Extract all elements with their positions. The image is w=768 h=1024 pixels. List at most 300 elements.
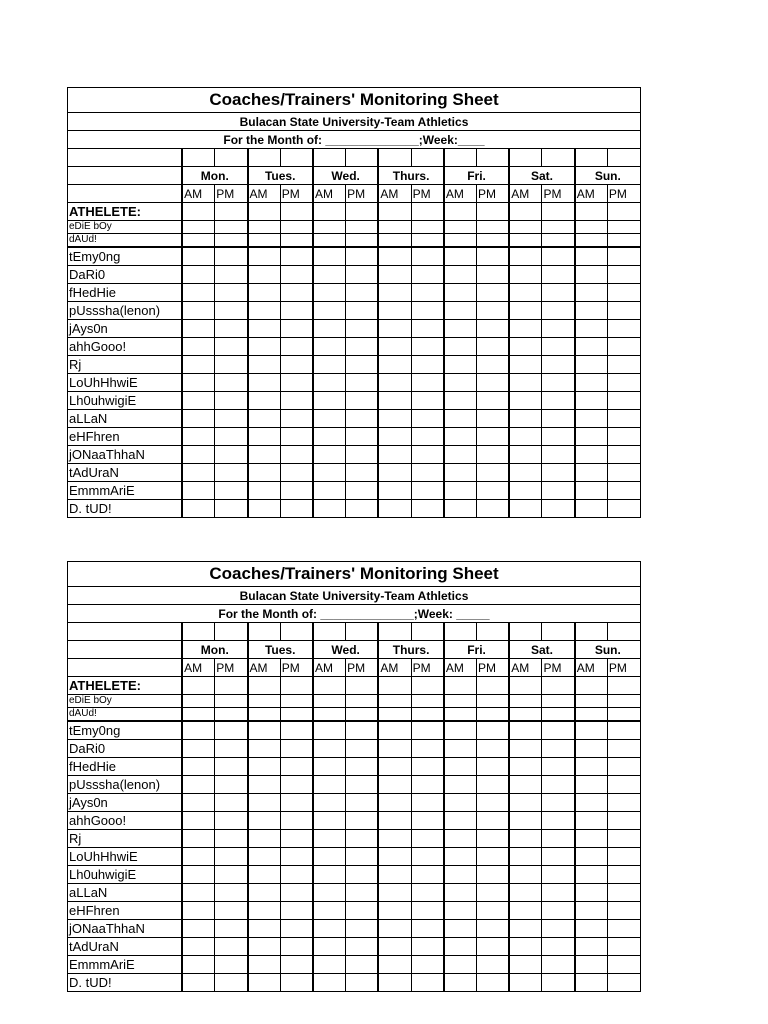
check-cell	[411, 392, 444, 410]
athlete-name: jONaaThhaN	[68, 920, 183, 938]
check-cell	[509, 758, 542, 776]
check-cell	[182, 848, 215, 866]
check-cell	[378, 794, 411, 812]
blank-cell	[215, 149, 248, 167]
check-cell	[346, 848, 379, 866]
check-cell	[280, 708, 313, 722]
check-cell	[346, 677, 379, 695]
check-cell	[477, 794, 510, 812]
check-cell	[313, 392, 346, 410]
check-cell	[378, 203, 411, 221]
check-cell	[444, 338, 477, 356]
check-cell	[607, 812, 640, 830]
check-cell	[215, 776, 248, 794]
check-cell	[313, 740, 346, 758]
check-cell	[215, 338, 248, 356]
check-cell	[313, 974, 346, 992]
check-cell	[346, 812, 379, 830]
check-cell	[280, 902, 313, 920]
check-cell	[248, 902, 281, 920]
check-cell	[378, 234, 411, 248]
check-cell	[346, 830, 379, 848]
check-cell	[313, 446, 346, 464]
university-label: Bulacan State University-Team Athletics	[68, 113, 641, 131]
check-cell	[542, 677, 575, 695]
check-cell	[346, 794, 379, 812]
check-cell	[378, 428, 411, 446]
check-cell	[215, 794, 248, 812]
check-cell	[248, 677, 281, 695]
check-cell	[346, 247, 379, 266]
check-cell	[444, 203, 477, 221]
check-cell	[411, 776, 444, 794]
check-cell	[248, 920, 281, 938]
check-cell	[313, 956, 346, 974]
check-cell	[248, 482, 281, 500]
day-header: Sat.	[509, 641, 574, 659]
check-cell	[313, 500, 346, 518]
check-cell	[378, 677, 411, 695]
check-cell	[346, 920, 379, 938]
pm-label: PM	[477, 185, 510, 203]
check-cell	[378, 866, 411, 884]
check-cell	[411, 866, 444, 884]
pm-label: PM	[215, 185, 248, 203]
check-cell	[182, 482, 215, 500]
check-cell	[477, 848, 510, 866]
check-cell	[477, 356, 510, 374]
check-cell	[477, 884, 510, 902]
check-cell	[182, 902, 215, 920]
athlete-name: Rj	[68, 356, 183, 374]
am-label: AM	[248, 659, 281, 677]
blank-cell	[68, 149, 183, 167]
check-cell	[575, 866, 608, 884]
check-cell	[280, 247, 313, 266]
athlete-name: EmmmAriE	[68, 956, 183, 974]
check-cell	[346, 234, 379, 248]
check-cell	[444, 920, 477, 938]
check-cell	[313, 203, 346, 221]
athlete-name: ahhGooo!	[68, 338, 183, 356]
blank-cell	[248, 149, 281, 167]
check-cell	[477, 428, 510, 446]
check-cell	[280, 974, 313, 992]
check-cell	[411, 794, 444, 812]
check-cell	[509, 721, 542, 740]
check-cell	[477, 482, 510, 500]
check-cell	[444, 221, 477, 234]
check-cell	[378, 740, 411, 758]
check-cell	[575, 338, 608, 356]
blank-cell	[509, 149, 542, 167]
check-cell	[346, 956, 379, 974]
day-header: Sun.	[575, 167, 641, 185]
check-cell	[477, 247, 510, 266]
check-cell	[444, 830, 477, 848]
check-cell	[509, 500, 542, 518]
check-cell	[444, 812, 477, 830]
check-cell	[542, 338, 575, 356]
check-cell	[542, 938, 575, 956]
athlete-name: fHedHie	[68, 284, 183, 302]
check-cell	[542, 247, 575, 266]
check-cell	[182, 338, 215, 356]
check-cell	[444, 740, 477, 758]
check-cell	[182, 974, 215, 992]
check-cell	[248, 374, 281, 392]
check-cell	[346, 708, 379, 722]
check-cell	[313, 320, 346, 338]
check-cell	[346, 284, 379, 302]
check-cell	[378, 464, 411, 482]
check-cell	[477, 866, 510, 884]
check-cell	[215, 708, 248, 722]
check-cell	[509, 794, 542, 812]
check-cell	[346, 374, 379, 392]
check-cell	[215, 266, 248, 284]
check-cell	[509, 866, 542, 884]
check-cell	[477, 338, 510, 356]
check-cell	[509, 812, 542, 830]
check-cell	[182, 356, 215, 374]
am-label: AM	[509, 185, 542, 203]
check-cell	[542, 356, 575, 374]
check-cell	[509, 677, 542, 695]
check-cell	[509, 956, 542, 974]
check-cell	[411, 464, 444, 482]
check-cell	[248, 203, 281, 221]
check-cell	[444, 247, 477, 266]
check-cell	[215, 974, 248, 992]
check-cell	[575, 794, 608, 812]
check-cell	[444, 794, 477, 812]
blank-cell	[68, 659, 183, 677]
check-cell	[607, 974, 640, 992]
check-cell	[411, 500, 444, 518]
check-cell	[477, 410, 510, 428]
check-cell	[542, 410, 575, 428]
check-cell	[444, 410, 477, 428]
check-cell	[248, 234, 281, 248]
check-cell	[444, 776, 477, 794]
check-cell	[182, 677, 215, 695]
check-cell	[346, 266, 379, 284]
athlete-name: fHedHie	[68, 758, 183, 776]
check-cell	[215, 740, 248, 758]
check-cell	[575, 234, 608, 248]
blank-cell	[68, 167, 183, 185]
check-cell	[607, 203, 640, 221]
check-cell	[182, 758, 215, 776]
check-cell	[444, 938, 477, 956]
am-label: AM	[575, 659, 608, 677]
check-cell	[313, 721, 346, 740]
check-cell	[607, 410, 640, 428]
check-cell	[411, 374, 444, 392]
check-cell	[313, 410, 346, 428]
check-cell	[313, 338, 346, 356]
check-cell	[248, 446, 281, 464]
check-cell	[542, 221, 575, 234]
check-cell	[346, 500, 379, 518]
check-cell	[248, 740, 281, 758]
check-cell	[411, 920, 444, 938]
check-cell	[182, 938, 215, 956]
check-cell	[607, 776, 640, 794]
pm-label: PM	[411, 185, 444, 203]
check-cell	[542, 974, 575, 992]
check-cell	[509, 695, 542, 708]
check-cell	[411, 284, 444, 302]
check-cell	[509, 356, 542, 374]
check-cell	[248, 284, 281, 302]
check-cell	[378, 482, 411, 500]
check-cell	[378, 266, 411, 284]
pm-label: PM	[346, 659, 379, 677]
blank-cell	[542, 623, 575, 641]
athlete-name: DaRi0	[68, 266, 183, 284]
athlete-name: tAdUraN	[68, 938, 183, 956]
check-cell	[477, 302, 510, 320]
check-cell	[248, 884, 281, 902]
blank-cell	[411, 623, 444, 641]
check-cell	[280, 794, 313, 812]
check-cell	[313, 221, 346, 234]
check-cell	[477, 392, 510, 410]
check-cell	[346, 302, 379, 320]
check-cell	[215, 464, 248, 482]
check-cell	[477, 740, 510, 758]
athlete-name: Lh0uhwigiE	[68, 392, 183, 410]
pm-label: PM	[477, 659, 510, 677]
athlete-name: LoUhHhwiE	[68, 848, 183, 866]
athlete-name: aLLaN	[68, 884, 183, 902]
check-cell	[444, 320, 477, 338]
check-cell	[411, 956, 444, 974]
check-cell	[280, 776, 313, 794]
check-cell	[607, 428, 640, 446]
check-cell	[444, 428, 477, 446]
check-cell	[313, 695, 346, 708]
check-cell	[313, 677, 346, 695]
blank-cell	[346, 149, 379, 167]
check-cell	[313, 266, 346, 284]
check-cell	[411, 902, 444, 920]
check-cell	[215, 695, 248, 708]
check-cell	[378, 758, 411, 776]
check-cell	[607, 446, 640, 464]
check-cell	[280, 428, 313, 446]
check-cell	[248, 794, 281, 812]
check-cell	[280, 266, 313, 284]
monitoring-sheet-2	[67, 561, 641, 992]
check-cell	[313, 482, 346, 500]
check-cell	[575, 356, 608, 374]
check-cell	[444, 392, 477, 410]
check-cell	[378, 830, 411, 848]
am-label: AM	[182, 659, 215, 677]
check-cell	[575, 482, 608, 500]
check-cell	[444, 758, 477, 776]
check-cell	[411, 203, 444, 221]
check-cell	[542, 721, 575, 740]
check-cell	[182, 203, 215, 221]
check-cell	[313, 902, 346, 920]
check-cell	[575, 920, 608, 938]
check-cell	[280, 374, 313, 392]
check-cell	[248, 708, 281, 722]
check-cell	[444, 234, 477, 248]
am-label: AM	[248, 185, 281, 203]
check-cell	[215, 866, 248, 884]
check-cell	[411, 266, 444, 284]
check-cell	[378, 356, 411, 374]
check-cell	[378, 721, 411, 740]
check-cell	[509, 884, 542, 902]
check-cell	[378, 938, 411, 956]
check-cell	[248, 866, 281, 884]
check-cell	[378, 302, 411, 320]
check-cell	[477, 320, 510, 338]
athlete-name: eHFhren	[68, 428, 183, 446]
day-header: Tues.	[248, 641, 313, 659]
check-cell	[444, 708, 477, 722]
check-cell	[248, 410, 281, 428]
check-cell	[509, 920, 542, 938]
check-cell	[444, 695, 477, 708]
check-cell	[509, 410, 542, 428]
day-header: Fri.	[444, 167, 509, 185]
check-cell	[411, 410, 444, 428]
check-cell	[575, 830, 608, 848]
check-cell	[215, 446, 248, 464]
check-cell	[477, 776, 510, 794]
check-cell	[575, 695, 608, 708]
check-cell	[444, 284, 477, 302]
blank-cell	[575, 149, 608, 167]
check-cell	[477, 721, 510, 740]
check-cell	[444, 266, 477, 284]
check-cell	[378, 848, 411, 866]
check-cell	[542, 708, 575, 722]
check-cell	[182, 284, 215, 302]
check-cell	[607, 221, 640, 234]
check-cell	[248, 221, 281, 234]
check-cell	[346, 320, 379, 338]
check-cell	[346, 758, 379, 776]
check-cell	[280, 464, 313, 482]
check-cell	[248, 848, 281, 866]
athlete-name: aLLaN	[68, 410, 183, 428]
check-cell	[313, 356, 346, 374]
day-header: Thurs.	[378, 641, 443, 659]
check-cell	[313, 374, 346, 392]
pm-label: PM	[280, 659, 313, 677]
check-cell	[444, 677, 477, 695]
check-cell	[477, 284, 510, 302]
athlete-name: DaRi0	[68, 740, 183, 758]
check-cell	[542, 776, 575, 794]
check-cell	[542, 695, 575, 708]
check-cell	[607, 938, 640, 956]
check-cell	[215, 284, 248, 302]
am-label: AM	[509, 659, 542, 677]
check-cell	[444, 866, 477, 884]
day-header: Mon.	[182, 641, 247, 659]
check-cell	[346, 446, 379, 464]
check-cell	[313, 708, 346, 722]
athlete-name: D. tUD!	[68, 500, 183, 518]
check-cell	[411, 302, 444, 320]
check-cell	[280, 866, 313, 884]
check-cell	[607, 374, 640, 392]
check-cell	[411, 830, 444, 848]
check-cell	[575, 776, 608, 794]
check-cell	[182, 866, 215, 884]
check-cell	[248, 464, 281, 482]
check-cell	[411, 356, 444, 374]
check-cell	[575, 884, 608, 902]
check-cell	[542, 920, 575, 938]
check-cell	[444, 902, 477, 920]
check-cell	[542, 740, 575, 758]
blank-cell	[477, 623, 510, 641]
athlete-name: Lh0uhwigiE	[68, 866, 183, 884]
university-label: Bulacan State University-Team Athletics	[68, 587, 641, 605]
check-cell	[477, 974, 510, 992]
check-cell	[575, 708, 608, 722]
athlete-name: jONaaThhaN	[68, 446, 183, 464]
check-cell	[575, 247, 608, 266]
athlete-name: tAdUraN	[68, 464, 183, 482]
check-cell	[215, 203, 248, 221]
am-label: AM	[313, 659, 346, 677]
check-cell	[575, 266, 608, 284]
check-cell	[542, 284, 575, 302]
check-cell	[607, 695, 640, 708]
check-cell	[411, 247, 444, 266]
athlete-name: tEmy0ng	[68, 247, 183, 266]
check-cell	[313, 866, 346, 884]
check-cell	[215, 410, 248, 428]
check-cell	[444, 884, 477, 902]
check-cell	[248, 266, 281, 284]
check-cell	[280, 446, 313, 464]
check-cell	[607, 848, 640, 866]
check-cell	[215, 956, 248, 974]
check-cell	[378, 884, 411, 902]
check-cell	[411, 234, 444, 248]
check-cell	[182, 956, 215, 974]
check-cell	[575, 677, 608, 695]
am-label: AM	[575, 185, 608, 203]
check-cell	[313, 776, 346, 794]
blank-cell	[575, 623, 608, 641]
check-cell	[248, 392, 281, 410]
check-cell	[378, 374, 411, 392]
check-cell	[477, 221, 510, 234]
sheet-title: Coaches/Trainers' Monitoring Sheet	[68, 562, 641, 587]
check-cell	[280, 848, 313, 866]
check-cell	[182, 740, 215, 758]
check-cell	[575, 302, 608, 320]
check-cell	[542, 884, 575, 902]
check-cell	[248, 812, 281, 830]
blank-cell	[607, 623, 640, 641]
check-cell	[346, 938, 379, 956]
check-cell	[248, 721, 281, 740]
